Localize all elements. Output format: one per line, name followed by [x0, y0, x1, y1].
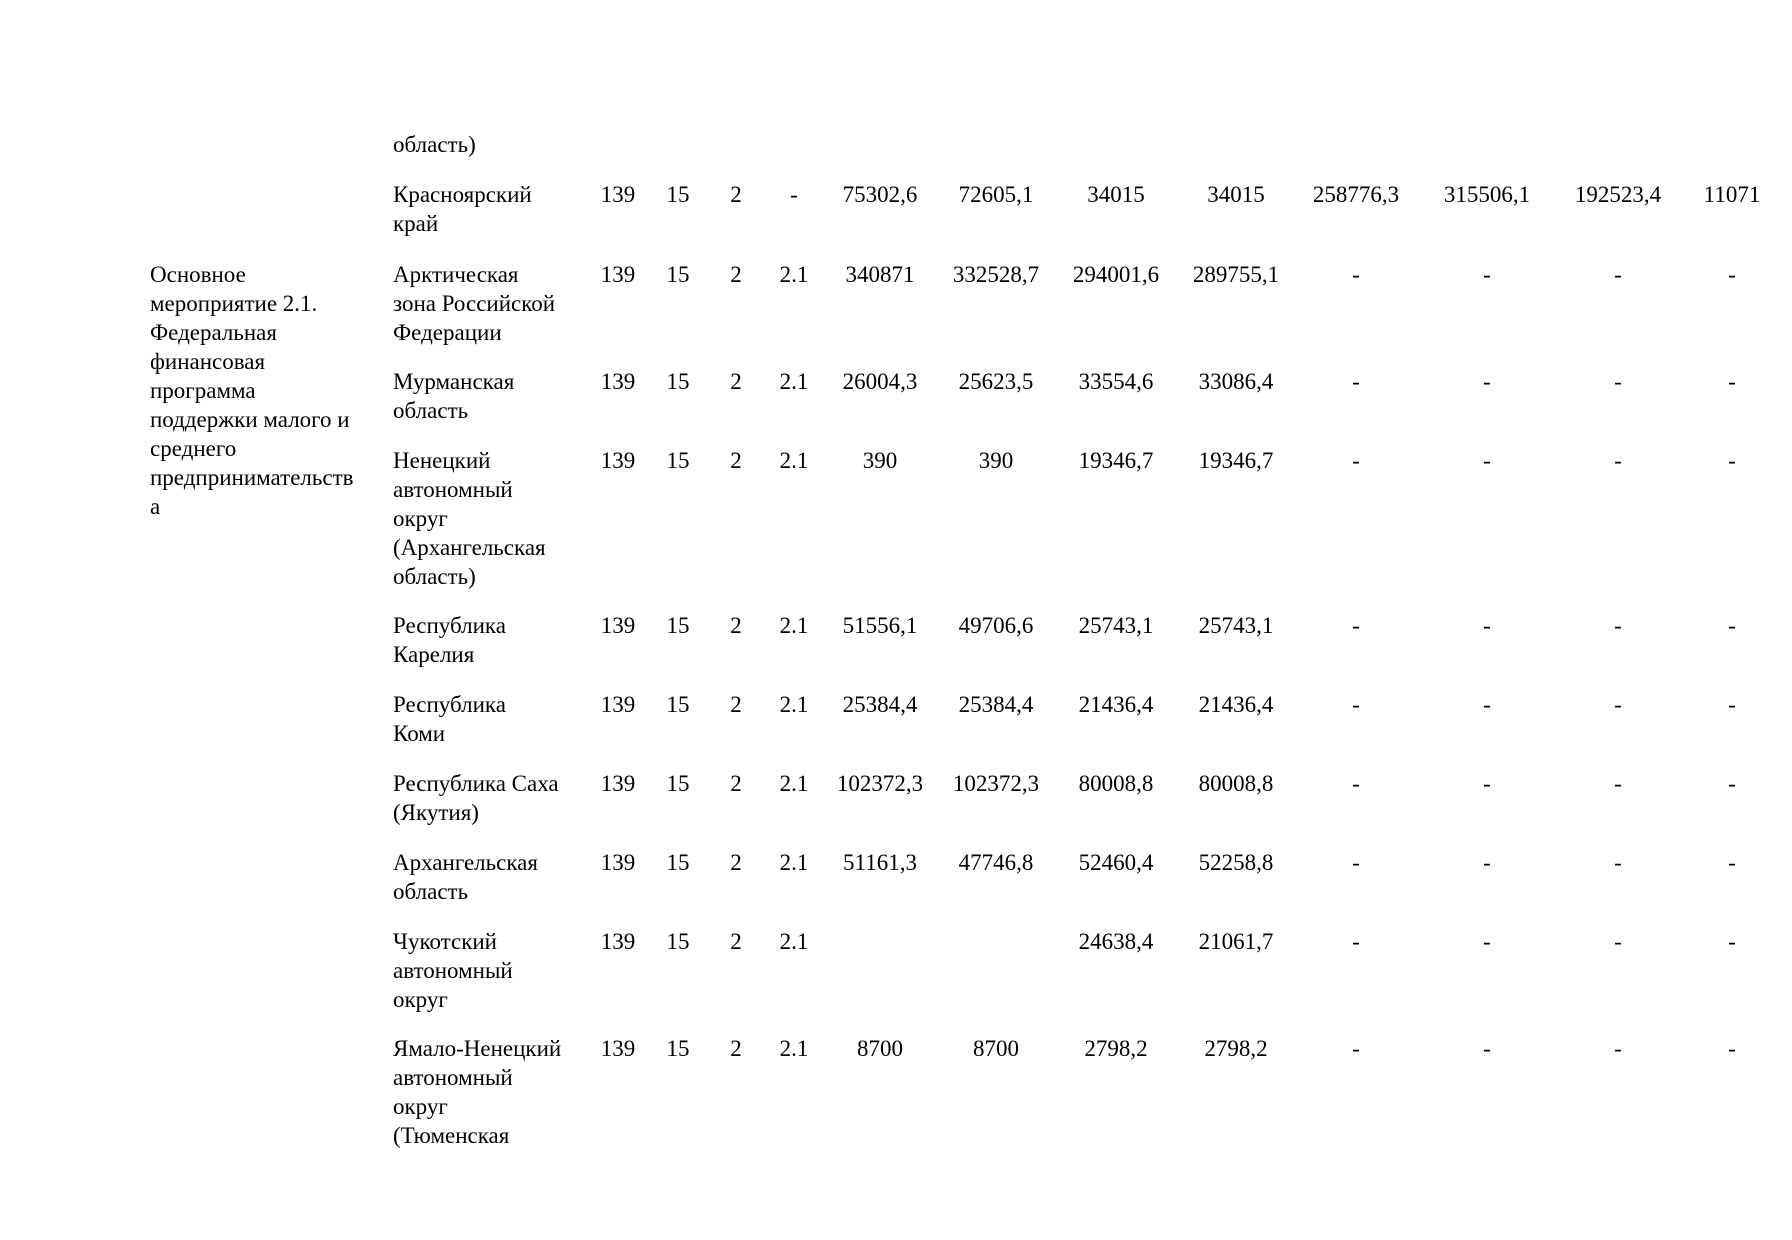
cell-code-1: 139 [600, 448, 636, 473]
cell-value-1: 390 [862, 448, 898, 473]
row-region-name: Арктическая зона Российской Федерации [393, 262, 556, 345]
cell-value-5: - [1352, 262, 1360, 287]
cell-value-8: - [1728, 850, 1736, 875]
cell-code-1: 139 [600, 613, 636, 638]
cell-code-3: 2 [730, 1036, 742, 1061]
cell-code-4: 2.1 [779, 929, 809, 954]
cell-code-1: 139 [600, 182, 636, 207]
row-region-name: Чукотский автономный округ [393, 929, 513, 1012]
cell-code-2: 15 [666, 929, 690, 954]
cell-value-8: - [1728, 613, 1736, 638]
cell-value-4: 80008,8 [1198, 771, 1274, 796]
cell-code-3: 2 [730, 771, 742, 796]
cell-value-6: - [1483, 771, 1491, 796]
cell-value-7: 192523,4 [1574, 182, 1662, 207]
cell-value-3: 2798,2 [1084, 1036, 1148, 1061]
cell-value-2: 102372,3 [952, 771, 1040, 796]
cell-value-6: - [1483, 262, 1491, 287]
row-region-name: Республика Карелия [393, 613, 506, 667]
cell-value-3: 21436,4 [1078, 692, 1154, 717]
cell-value-5: - [1352, 369, 1360, 394]
cell-value-4: 34015 [1207, 182, 1265, 207]
cell-value-8: - [1728, 771, 1736, 796]
cell-value-1: 51556,1 [842, 613, 918, 638]
cell-value-4: 25743,1 [1198, 613, 1274, 638]
cell-value-4: 289755,1 [1192, 262, 1280, 287]
cell-value-3: 294001,6 [1072, 262, 1160, 287]
cell-code-2: 15 [666, 850, 690, 875]
cell-value-3: 52460,4 [1078, 850, 1154, 875]
cell-value-1: 8700 [857, 1036, 903, 1061]
cell-value-2: 72605,1 [958, 182, 1034, 207]
cell-value-8: 11071 [1703, 182, 1761, 207]
cell-code-4: 2.1 [779, 448, 809, 473]
cell-value-7: - [1614, 771, 1622, 796]
cell-value-2: 49706,6 [958, 613, 1034, 638]
cell-value-1: 26004,3 [842, 369, 918, 394]
cell-value-6: 315506,1 [1443, 182, 1531, 207]
cell-value-5: - [1352, 613, 1360, 638]
row-region-name: Ненецкий автономный округ (Архангельская область) [393, 448, 546, 589]
cell-code-4: 2.1 [779, 850, 809, 875]
cell-value-4: 52258,8 [1198, 850, 1274, 875]
cell-value-2: 25384,4 [958, 692, 1034, 717]
cell-code-2: 15 [666, 692, 690, 717]
cell-value-7: - [1614, 369, 1622, 394]
row-region-name: Архангельская область [393, 850, 538, 904]
row-region-name: Красноярский край [393, 182, 532, 236]
cell-code-3: 2 [730, 369, 742, 394]
cell-value-6: - [1483, 692, 1491, 717]
cell-value-5: - [1352, 1036, 1360, 1061]
cell-code-3: 2 [730, 692, 742, 717]
cell-value-2: 25623,5 [958, 369, 1034, 394]
cell-value-7: - [1614, 850, 1622, 875]
cell-code-4: 2.1 [779, 1036, 809, 1061]
cell-value-6: - [1483, 448, 1491, 473]
cell-value-6: - [1483, 613, 1491, 638]
cell-code-1: 139 [600, 929, 636, 954]
cell-code-3: 2 [730, 613, 742, 638]
row-region-name: Мурманская область [393, 369, 515, 423]
cell-value-4: 2798,2 [1204, 1036, 1268, 1061]
cell-value-5: - [1352, 850, 1360, 875]
cell-code-2: 15 [666, 182, 690, 207]
cell-code-2: 15 [666, 262, 690, 287]
cell-code-1: 139 [600, 850, 636, 875]
cell-value-6: - [1483, 850, 1491, 875]
cell-value-6: - [1483, 369, 1491, 394]
cell-value-4: 33086,4 [1198, 369, 1274, 394]
cell-value-8: - [1728, 929, 1736, 954]
cell-code-3: 2 [730, 850, 742, 875]
cell-value-2: 47746,8 [958, 850, 1034, 875]
cell-code-2: 15 [666, 771, 690, 796]
cell-code-1: 139 [600, 1036, 636, 1061]
cell-code-4: 2.1 [779, 771, 809, 796]
row-region-name: Ямало-Ненецкий автономный округ (Тюменская [393, 1036, 562, 1148]
cell-value-2: 8700 [973, 1036, 1019, 1061]
cell-value-1: 51161,3 [843, 850, 917, 875]
cell-code-4: 2.1 [779, 262, 809, 287]
cell-value-7: - [1614, 448, 1622, 473]
cell-value-4: 21061,7 [1198, 929, 1274, 954]
cell-value-6: - [1483, 1036, 1491, 1061]
cell-value-8: - [1728, 448, 1736, 473]
cell-code-4: - [790, 182, 798, 207]
cell-code-3: 2 [730, 262, 742, 287]
cell-code-3: 2 [730, 182, 742, 207]
cell-value-3: 25743,1 [1078, 613, 1154, 638]
cell-code-3: 2 [730, 448, 742, 473]
cell-value-3: 33554,6 [1078, 369, 1154, 394]
cell-value-5: 258776,3 [1312, 182, 1400, 207]
cell-code-2: 15 [666, 448, 690, 473]
cell-value-7: - [1614, 692, 1622, 717]
cell-code-4: 2.1 [779, 369, 809, 394]
cell-code-2: 15 [666, 613, 690, 638]
cell-code-1: 139 [600, 262, 636, 287]
cell-value-7: - [1614, 262, 1622, 287]
cell-code-2: 15 [666, 1036, 690, 1061]
cell-code-4: 2.1 [779, 613, 809, 638]
cell-value-3: 24638,4 [1078, 929, 1154, 954]
cell-value-8: - [1728, 262, 1736, 287]
cell-code-4: 2.1 [779, 692, 809, 717]
row-region-name: Республика Саха (Якутия) [393, 771, 559, 825]
cell-value-2: 332528,7 [952, 262, 1040, 287]
cell-value-8: - [1728, 692, 1736, 717]
cell-code-1: 139 [600, 771, 636, 796]
cell-value-5: - [1352, 448, 1360, 473]
measure-group-label: Основное мероприятие 2.1. Федеральная финансовая программа поддержки малого и среднего предпринимательств а [150, 262, 354, 519]
cell-value-3: 80008,8 [1078, 771, 1154, 796]
cell-value-5: - [1352, 929, 1360, 954]
cell-code-1: 139 [600, 692, 636, 717]
cell-value-1: 75302,6 [842, 182, 918, 207]
cell-value-6: - [1483, 929, 1491, 954]
cell-value-4: 21436,4 [1198, 692, 1274, 717]
cell-value-7: - [1614, 929, 1622, 954]
cell-value-2: 390 [978, 448, 1014, 473]
row-region-name: область) [393, 132, 476, 157]
cell-value-4: 19346,7 [1198, 448, 1274, 473]
cell-value-8: - [1728, 1036, 1736, 1061]
cell-value-3: 19346,7 [1078, 448, 1154, 473]
cell-value-8: - [1728, 369, 1736, 394]
cell-value-3: 34015 [1087, 182, 1145, 207]
cell-value-1: 102372,3 [836, 771, 924, 796]
cell-value-7: - [1614, 613, 1622, 638]
cell-code-2: 15 [666, 369, 690, 394]
cell-value-1: 340871 [845, 262, 915, 287]
cell-code-1: 139 [600, 369, 636, 394]
cell-value-5: - [1352, 692, 1360, 717]
cell-value-1: 25384,4 [842, 692, 918, 717]
cell-code-3: 2 [730, 929, 742, 954]
row-region-name: Республика Коми [393, 692, 506, 746]
cell-value-7: - [1614, 1036, 1622, 1061]
cell-value-5: - [1352, 771, 1360, 796]
